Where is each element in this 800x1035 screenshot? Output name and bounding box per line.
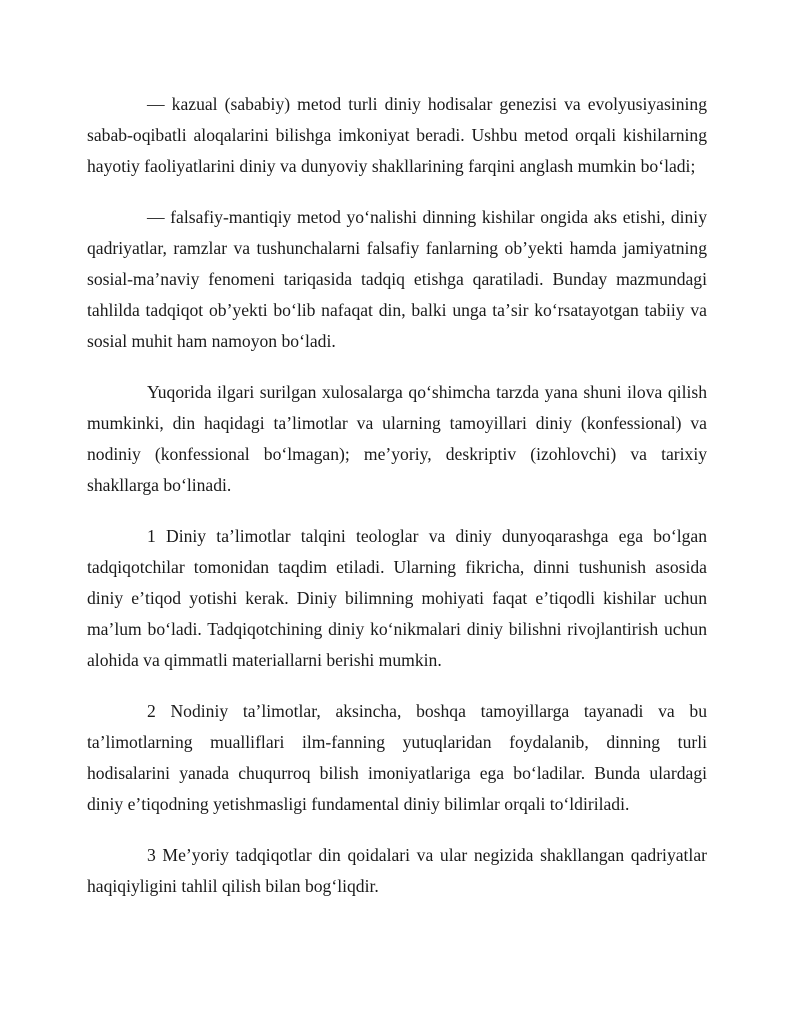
- paragraph-summary: Yuqorida ilgari surilgan xulosalarga qoʻshimcha tarzda yana shuni ilova qilish mumkinki, din haqidagi taʼlimotlar va ularning tamoyillari diniy (konfessional) va nodiniy (konfessional boʻlmagan); meʼyoriy, deskriptiv (izohlovchi) va tarixiy shakllarga boʻlinadi.: [87, 382, 707, 495]
- paragraph-item-2: 2 Nodiniy taʼlimotlar, aksincha, boshqa tamoyillarga tayanadi va bu taʼlimotlarning mualliflari ilm-fanning yutuqlaridan foydalanib, dinning turli hodisalarini yanada chuqurroq bilish imoniyatlariga ega boʻladilar. Bunda ulardagi diniy eʼtiqodning yetishmasligi fundamental diniy bilimlar orqali toʻldiriladi.: [87, 701, 707, 814]
- paragraph-item-3: 3 Meʼyoriy tadqiqotlar din qoidalari va ular negizida shakllangan qadriyatlar haqiqiyligini tahlil qilish bilan bogʻliqdir.: [87, 845, 707, 896]
- document-body: [87, 89, 707, 902]
- paragraph-philosophical-method: — falsafiy-mantiqiy metod yoʻnalishi dinning kishilar ongida aks etishi, diniy qadriyatlar, ramzlar va tushunchalarni falsafiy fanlarning obʼyekti hamda jamiyatning sosial-maʼnaviy fenomeni tariqasida tadqiq etishga qaratiladi. Bunday mazmundagi tahlilda tadqiqot obʼyekti boʻlib nafaqat din, balki unga taʼsir koʻrsatayotgan tabiiy va sosial muhit ham namoyon boʻladi.: [87, 207, 707, 351]
- paragraph-causal-method: — kazual (sababiy) metod turli diniy hodisalar genezisi va evolyusiyasining sabab-oqibatli aloqalarini bilishga imkoniyat beradi. Ushbu metod orqali kishilarning hayotiy faoliyatlarini diniy va dunyoviy shakllarining farqini anglash mumkin boʻladi;: [87, 94, 707, 176]
- paragraph-item-1: 1 Diniy taʼlimotlar talqini teologlar va diniy dunyoqarashga ega boʻlgan tadqiqotchilar tomonidan taqdim etiladi. Ularning fikricha, dinni tushunish asosida diniy eʼtiqod yotishi kerak. Diniy bilimning mohiyati faqat eʼtiqodli kishilar uchun maʼlum boʻladi. Tadqiqotchining diniy koʻnikmalari diniy bilishni rivojlantirish uchun alohida va qimmatli materiallarni berishi mumkin.: [87, 526, 707, 670]
